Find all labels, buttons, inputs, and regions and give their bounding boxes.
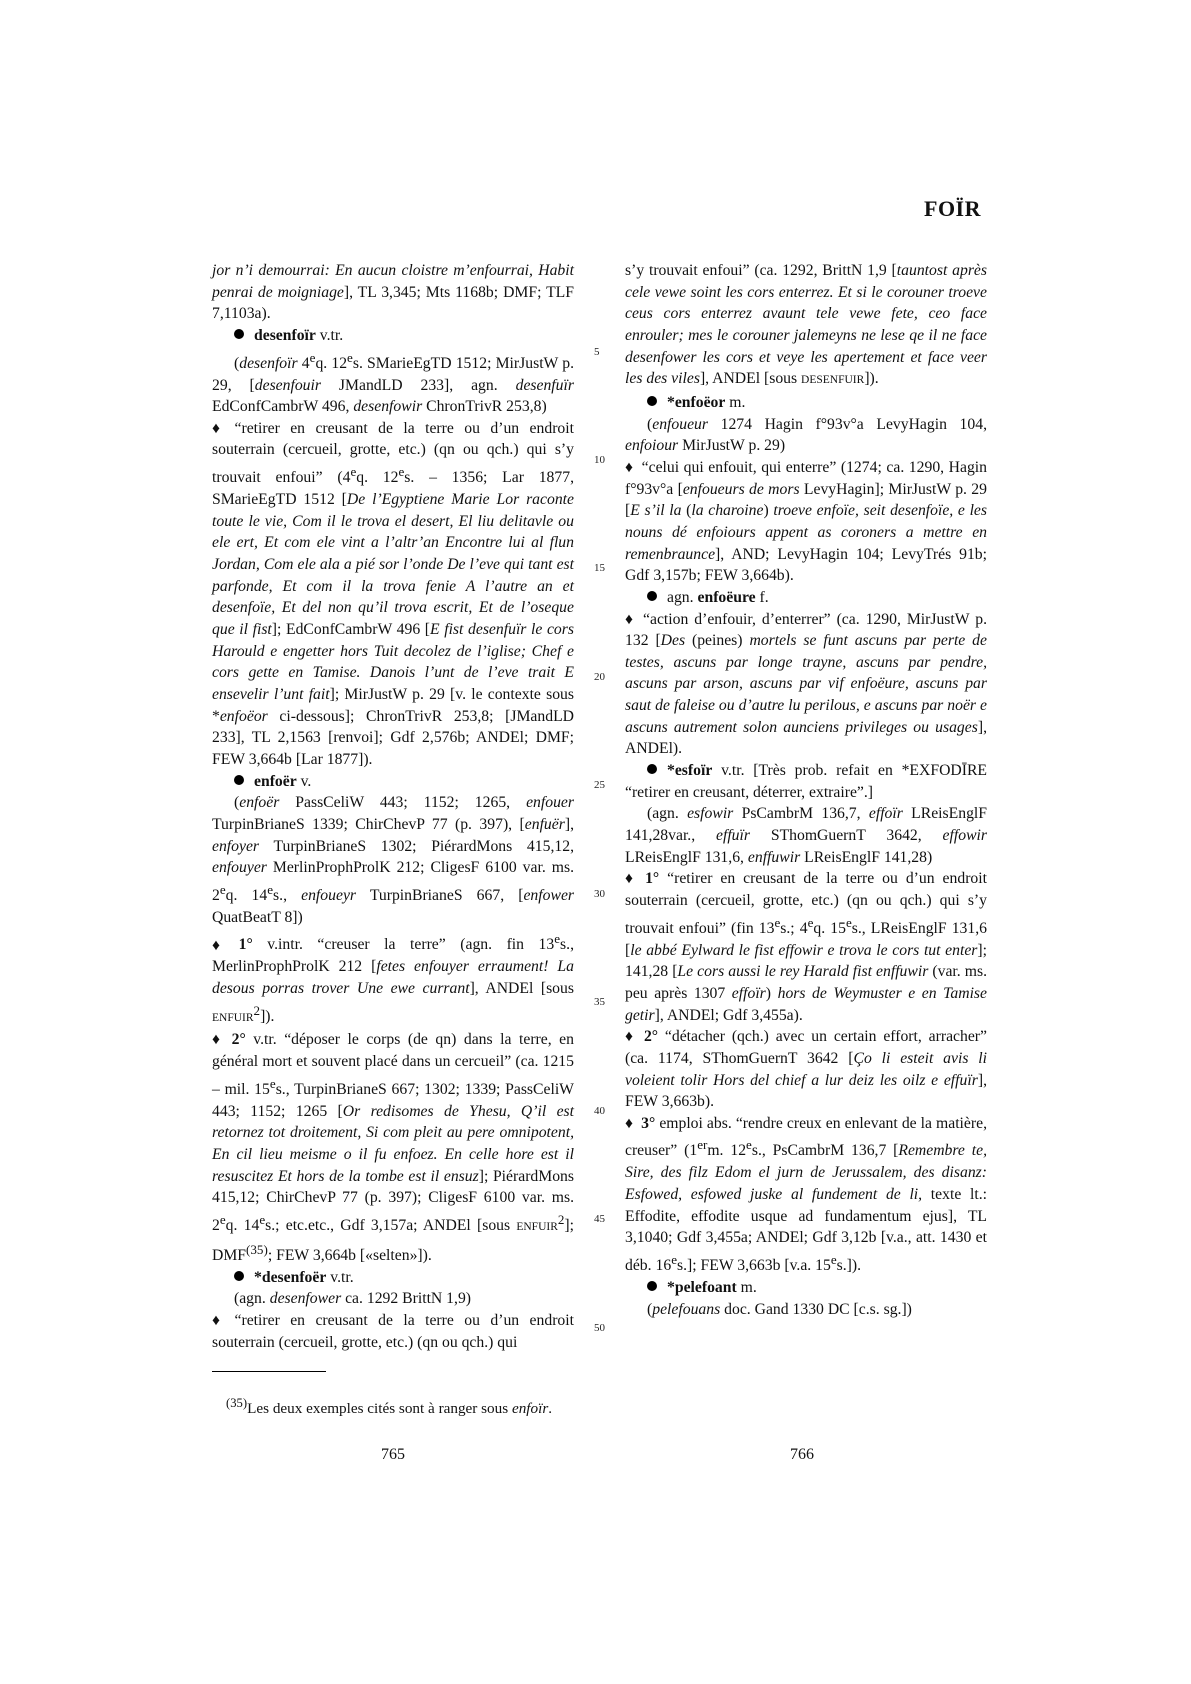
text-line: (enfoër PassCeliW 443; 1152; 1265, enfouer TurpinBrianeS 1339; ChirChevP 77 (p. 397), [enfuër], enfoyer TurpinBrianeS 1302; PiérardMons 415,12, enfouyer MerlinProphProlK 212; CligesF 6100 var. ms. 2eq. 14es., enfoueyr TurpinBrianeS 667, [enfower QuatBeatT 8]) bbox=[212, 794, 575, 926]
text-line: ♦ 1° “retirer en creusant de la terre ou d’un endroit souterrain (cercueil, grotte, etc.) (qn ou qch.) qui s’y trouvait enfoui” (fin 13es.; 4eq. 15es., LReisEnglF 131,6 [le abbé Eylward le fist effowir e trova le cors tut enter]; 141,28 [Le cors aussi le rey Harald fist enffuwir (var. ms. peu après 1307 effoïr) hors de Weymuster e en Tamise getir], ANDEl; Gdf 3,455a). bbox=[625, 870, 988, 1024]
line-number: 15 bbox=[594, 562, 605, 574]
entry-headword: *enfoëor m. bbox=[625, 392, 987, 414]
page-number-left: 765 bbox=[381, 1446, 405, 1463]
footnote-text: Les deux exemples cités sont à ranger sous enfoïr. bbox=[247, 1400, 553, 1418]
diamond-icon: ♦ bbox=[625, 1114, 634, 1132]
diamond-icon: ♦ bbox=[625, 1028, 636, 1046]
text-line: ♦ 1° v.intr. “creuser la terre” (agn. fin 13es., MerlinProphProlK 212 [fetes enfouyer erraument! La desous porras trover Une ewe currant], ANDEl [sous ENFUIR$^2$]). bbox=[212, 931, 574, 1025]
text-line: ♦ “retirer en creusant de la terre ou d’un endroit souterrain (cercueil, grotte, etc.) (qn ou qch.) qui bbox=[212, 1312, 574, 1351]
left-column bbox=[212, 260, 574, 1353]
line-number: 40 bbox=[594, 1105, 605, 1117]
footnote-marker: (35) bbox=[226, 1396, 248, 1411]
diamond-icon: ♦ bbox=[212, 1312, 227, 1330]
line-number: 45 bbox=[594, 1213, 605, 1225]
line-number: 20 bbox=[594, 671, 605, 683]
text-line: (desenfoïr 4eq. 12es. SMarieEgTD 1512; MirJustW p. 29, [desenfouir JMandLD 233], agn. desenfuïr EdConfCambrW 496, desenfowir ChronTrivR 253,8) bbox=[212, 349, 574, 416]
text-line: (pelefouans doc. Gand 1330 DC [c.s. sg.]) bbox=[647, 1300, 912, 1318]
text-line: (agn. esfowir PsCambrM 136,7, effoïr LReisEnglF 141,28var., effuïr SThomGuernT 3642, effowir LReisEnglF 131,6, enffuwir LReisEnglF 141,28) bbox=[625, 805, 987, 866]
entry-headword: enfoër v. bbox=[212, 771, 574, 793]
bullet-icon bbox=[647, 396, 657, 406]
text-line: ♦ “celui qui enfouit, qui enterre” (1274; ca. 1290, Hagin f°93v°a [enfoueurs de mors LevyHagin]; MirJustW p. 29 [E s’il la (la charoine) troeve enfoïe, seit desenfoïe, e les nouns dé enfoiours appent as coroners a mettre en remenbraunce], AND; LevyHagin 104; LevyTrés 91b; Gdf 3,157b; FEW 3,664b). bbox=[625, 458, 987, 585]
bullet-icon bbox=[234, 775, 244, 785]
diamond-icon: ♦ bbox=[625, 870, 638, 888]
entry-headword: *desenfoër v.tr. bbox=[212, 1267, 574, 1289]
right-column bbox=[625, 260, 987, 1320]
text-line: s’y trouvait enfoui” (ca. 1292, BrittN 1,9 [tauntost après cele vewe soint les cors enterrez. Et si le corouner troeve ceus cors enterrez avaunt tele vewe fete, ceo face enrouler; mes le corouner jalemeyns ne lese qe il ne face desenfower les cors et veye les apertement et face veer les des viles], ANDEl [sous DESENFUIR]). bbox=[625, 262, 987, 388]
bullet-icon bbox=[647, 764, 657, 774]
line-number: 30 bbox=[594, 888, 605, 900]
entry-headword: desenfoïr v.tr. bbox=[212, 325, 574, 347]
bullet-icon bbox=[647, 591, 657, 601]
line-number: 35 bbox=[594, 996, 605, 1008]
text-line: (agn. desenfower ca. 1292 BrittN 1,9) bbox=[234, 1290, 472, 1308]
entry-headword: *esfoïr v.tr. [Très prob. refait en *EXFODĪRE “retirer en creusant, déterrer, extraire”.] bbox=[625, 762, 987, 801]
bullet-icon bbox=[234, 329, 244, 339]
diamond-icon: ♦ bbox=[625, 610, 636, 628]
text-line: ♦ 2° “détacher (qch.) avec un certain effort, arracher” (ca. 1174, SThomGuernT 3642 [Ço li esteit avis li voleient tolir Hors del chief a lur deiz les oilz e effuïr], FEW 3,663b). bbox=[625, 1028, 987, 1111]
footnote bbox=[212, 1378, 574, 1434]
text-line: (enfoueur 1274 Hagin f°93v°a LevyHagin 104, enfoiour MirJustW p. 29) bbox=[625, 415, 987, 455]
text-line: ♦ “action d’enfouir, d’enterrer” (ca. 1290, MirJustW p. 132 [Des (peines) mortels se funt ascuns par perte de testes, ascuns par longe trayne, ascuns par pendre, ascuns par arson, ascuns par vif enfoëure, ascuns par saut de faleise ou d’autre lu perilous, e ascuns par noër e ascuns autrement solon aunciens privileges ou usages], ANDEl). bbox=[625, 610, 987, 758]
bullet-icon bbox=[647, 1281, 657, 1291]
entry-headword: *pelefoant m. bbox=[625, 1277, 987, 1299]
diamond-icon: ♦ bbox=[625, 458, 634, 476]
line-number: 25 bbox=[594, 779, 605, 791]
entry-headword: agn. enfoëure f. bbox=[625, 587, 987, 609]
footnote-rule bbox=[212, 1371, 326, 1372]
bullet-icon bbox=[234, 1271, 244, 1281]
line-number: 10 bbox=[594, 454, 605, 466]
text-line: jor n’i demourrai: En aucun cloistre m’enfourrai, Habit penrai de moigniage], TL 3,345; Mts 1168b; DMF; TLF 7,1103a). bbox=[212, 262, 574, 323]
line-number: 50 bbox=[594, 1322, 605, 1334]
diamond-icon: ♦ bbox=[212, 419, 227, 437]
text-line: ♦ 3° emploi abs. “rendre creux en enlevant de la matière, creuser” (1erm. 12es., PsCambrM 136,7 [Remembre te, Sire, des filz Edom el jurn de Jerussalem, des disanz: Esfowed, esfowed juske al fundement de li, texte lt.: Effodite, effodite usque ad fundamentum ejus], TL 3,1040; Gdf 3,455a; ANDEl; Gdf 3,12b [v.a., att. 1430 et déb. 16es.]; FEW 3,663b [v.a. 15es.]). bbox=[625, 1114, 987, 1275]
line-number: 5 bbox=[594, 346, 600, 358]
page-number-right: 766 bbox=[790, 1446, 814, 1463]
text-line: ♦ “retirer en creusant de la terre ou d’un endroit souterrain (cercueil, grotte, etc.) (qn ou qch.) qui s’y trouvait enfoui” (4eq. 12es. – 1356; Lar 1877, SMarieEgTD 1512 [De l’Egyptiene Marie Lor raconte toute le vie, Com il le trova el desert, El liu delitavle ou ele ert, Et com ele vint a l’altr’an Encontre lui al flun Jordan, Com ele ala a pié sor l’onde De l’eve qui tant est parfonde, Et com il la trova fenie A l’autre an et desenfoïe, Et del non qu’il trova escrit, Et de l’oseque que il fist]; EdConfCambrW 496 [E fist desenfuïr le cors Harould e engetter hors Tuit decolez de l’iglise; Chef e cors gette en Tamise. Danois l’unt de l’eve trait E ensevelir l’unt fait]; MirJustW p. 29 [v. le contexte sous *enfoëor ci-dessous]; ChronTrivR 253,8; [JMandLD 233], TL 2,1563 [renvoi]; Gdf 2,576b; ANDEl; DMF; FEW 3,664b [Lar 1877]). bbox=[212, 419, 575, 768]
diamond-icon: ♦ bbox=[212, 1031, 224, 1049]
running-head: FOÏR bbox=[924, 196, 981, 221]
diamond-icon: ♦ bbox=[212, 936, 231, 954]
text-line: ♦ 2° v.tr. “déposer le corps (de qn) dans la terre, en général mort et souvent placé dans un cercueil” (ca. 1215 – mil. 15es., TurpinBrianeS 667; 1302; 1339; PassCeliW 443; 1152; 1265 [Or redisomes de Yhesu, Q’il est retornez tot droitement, Si com pleit au pere omnipotent, En cil lieu meisme o il fu enfoez. En celle hore est il resuscitez Et hors de la tombe est il ensuz]; PiérardMons 415,12; ChirChevP 77 (p. 397); CligesF 6100 var. ms. 2eq. 14es.; etc.etc., Gdf 3,157a; ANDEl [sous ENFUIR$^2$]; DMF$^{(35)}$; FEW 3,664b [«selten»]). bbox=[212, 1031, 575, 1265]
